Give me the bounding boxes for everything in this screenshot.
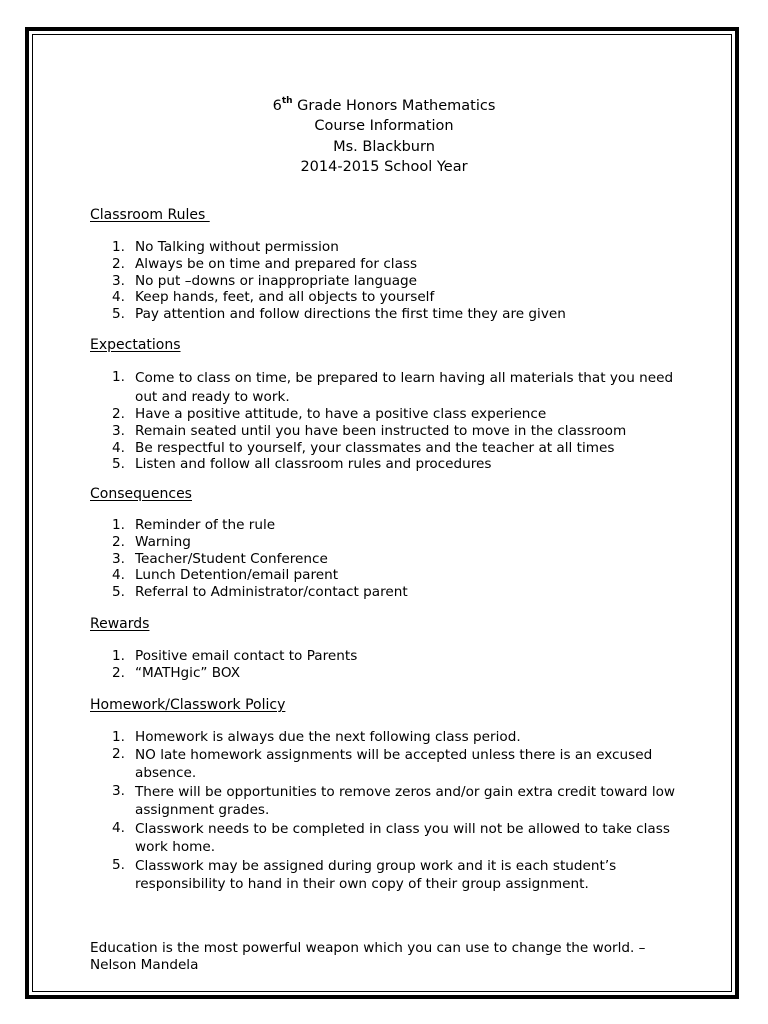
list-item: 3. Teacher/Student Conference bbox=[112, 550, 328, 567]
list-item-text: Be respectful to yourself, your classmates and the teacher at all times bbox=[135, 439, 615, 456]
list-item: 2. NO late homework assignments will be accepted unless there is an excused absence. bbox=[90, 746, 695, 783]
header-title bbox=[0, 92, 768, 116]
list-classroom-rules bbox=[90, 239, 695, 323]
list-item: 1. Reminder of the rule bbox=[112, 517, 276, 533]
grade-title-rest: Grade Honors Mathematics bbox=[292, 97, 496, 114]
list-item: 1. Positive email contact to Parents bbox=[112, 648, 358, 664]
list-item: 4. Classwork needs to be completed in class you will not be allowed to take class work home. bbox=[90, 820, 695, 857]
header-course-info: Course Information bbox=[314, 118, 454, 135]
list-item-text: Pay attention and follow directions the first time they are given bbox=[135, 306, 566, 323]
list-item: 1. Homework is always due the next following class period. bbox=[112, 729, 521, 745]
list-item: 3. There will be opportunities to remove zeros and/or gain extra credit toward low assignment grades. bbox=[90, 783, 695, 820]
list-item: 1. Come to class on time, be prepared to learn having all materials that you need out and ready to work. bbox=[90, 369, 695, 406]
list-item-text: Listen and follow all classroom rules and procedures bbox=[135, 456, 492, 473]
list-item-text: No put –downs or inappropriate language bbox=[135, 272, 418, 289]
list-item-text: No Talking without permission bbox=[135, 239, 339, 255]
list-item-text: Classwork may be assigned during group work and it is each student’s responsibility to hand in their own copy of their group assignment. bbox=[135, 857, 617, 893]
list-item: 4. Lunch Detention/email parent bbox=[112, 567, 339, 584]
list-item-text: Teacher/Student Conference bbox=[135, 550, 328, 567]
list-item-text: Have a positive attitude, to have a positive class experience bbox=[135, 406, 547, 422]
grade-suffix: th bbox=[281, 96, 293, 106]
quote-text: Education is the most powerful weapon which you can use to change the world. – bbox=[90, 940, 646, 956]
header-school-year: 2014-2015 School Year bbox=[300, 159, 468, 176]
list-item: 5. Pay attention and follow directions the first time they are given bbox=[112, 306, 566, 323]
list-item-text: NO late homework assignments will be accepted unless there is an excused absence. bbox=[135, 746, 653, 782]
list-item-text: Remain seated until you have been instructed to move in the classroom bbox=[135, 422, 627, 439]
list-item: 2. Always be on time and prepared for class bbox=[112, 255, 418, 272]
section-title-expectations: Expectations bbox=[90, 337, 181, 353]
document-header bbox=[0, 92, 768, 178]
section-title-consequences: Consequences bbox=[90, 486, 192, 502]
list-item: 4. Be respectful to yourself, your classmates and the teacher at all times bbox=[112, 439, 615, 456]
list-homework-policy bbox=[90, 729, 695, 894]
list-expectations bbox=[90, 369, 695, 473]
list-item: 4. Keep hands, feet, and all objects to yourself bbox=[112, 289, 435, 306]
list-item-text: Keep hands, feet, and all objects to yourself bbox=[135, 289, 435, 306]
list-item: 2. “MATHgic” BOX bbox=[112, 664, 241, 681]
section-title-homework-policy: Homework/Classwork Policy bbox=[90, 697, 286, 713]
list-item: 3. No put –downs or inappropriate language bbox=[112, 272, 418, 289]
list-item-text: Come to class on time, be prepared to learn having all materials that you need out and ready to work. bbox=[135, 370, 674, 405]
list-item-text: Positive email contact to Parents bbox=[135, 648, 358, 664]
list-item: 3. Remain seated until you have been instructed to move in the classroom bbox=[112, 422, 627, 439]
quote-author: Nelson Mandela bbox=[90, 957, 199, 973]
list-rewards bbox=[90, 648, 695, 682]
list-item: 2. Warning bbox=[112, 533, 191, 550]
grade-number: 6 bbox=[272, 97, 282, 114]
list-item-text: Reminder of the rule bbox=[135, 517, 276, 533]
list-item-text: Lunch Detention/email parent bbox=[135, 567, 339, 584]
section-title-rewards: Rewards bbox=[90, 616, 150, 632]
section-title-classroom-rules: Classroom Rules bbox=[90, 207, 210, 223]
list-item: 2. Have a positive attitude, to have a positive class experience bbox=[112, 406, 547, 422]
list-item: 5. Listen and follow all classroom rules and procedures bbox=[112, 456, 492, 473]
list-consequences bbox=[90, 517, 695, 601]
list-item: 5. Referral to Administrator/contact parent bbox=[112, 584, 408, 601]
list-item-text: Always be on time and prepared for class bbox=[135, 255, 418, 272]
closing-quote bbox=[90, 940, 690, 974]
header-teacher: Ms. Blackburn bbox=[333, 138, 435, 155]
list-item: 1. No Talking without permission bbox=[112, 239, 339, 255]
list-item: 5. Classwork may be assigned during group work and it is each student’s responsibility to hand in their own copy of their group assignment. bbox=[90, 857, 695, 894]
list-item-text: Homework is always due the next following class period. bbox=[135, 729, 521, 745]
list-item-text: Referral to Administrator/contact parent bbox=[135, 584, 408, 601]
list-item-text: Warning bbox=[135, 533, 191, 550]
list-item-text: “MATHgic” BOX bbox=[135, 664, 241, 681]
list-item-text: Classwork needs to be completed in class you will not be allowed to take class work home. bbox=[135, 820, 670, 856]
list-item-text: There will be opportunities to remove zeros and/or gain extra credit toward low assignment grades. bbox=[135, 783, 676, 819]
